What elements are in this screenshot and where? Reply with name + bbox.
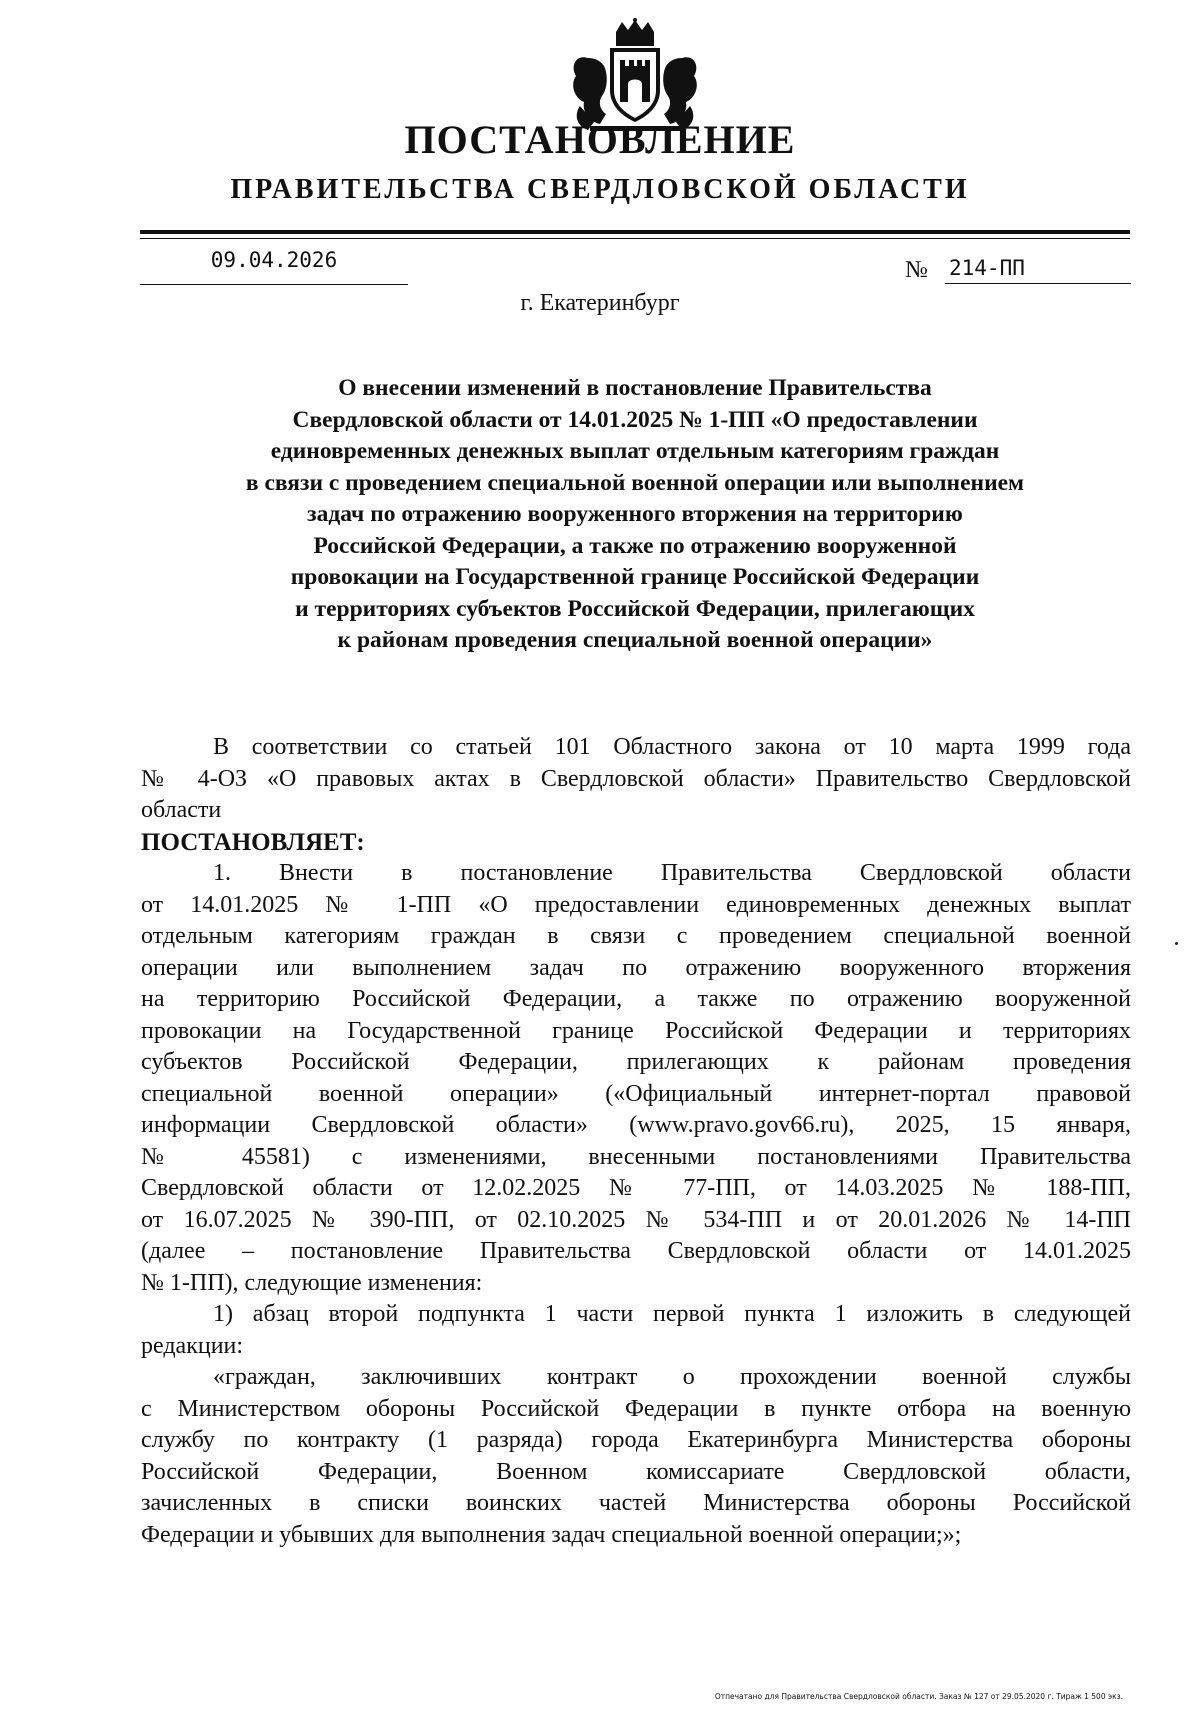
heading-line: задач по отражению вооруженного вторжения на территорию bbox=[307, 501, 963, 527]
preamble-line: № 4-ОЗ «О правовых актах в Свердловской области» Правительство Свердловской bbox=[141, 765, 1131, 792]
heading-line: Российской Федерации, а также по отражению вооруженной bbox=[313, 532, 957, 559]
preamble-line: В соответствии со статьей 101 Областного закона от 10 марта 1999 года bbox=[213, 734, 1131, 760]
city-label: г. Екатеринбург bbox=[520, 290, 680, 316]
quote-line: службу по контракту (1 разряда) города Екатеринбурга Министерства обороны bbox=[141, 1427, 1131, 1453]
quote-line: Российской Федерации, Военном комиссариате Свердловской области, bbox=[141, 1458, 1131, 1485]
quote-line: с Министерством обороны Российской Федерации в пункте отбора на военную bbox=[141, 1395, 1131, 1422]
item1-line: от 14.01.2025 № 1-ПП «О предоставлении единовременных денежных выплат bbox=[141, 891, 1131, 918]
scan-speck bbox=[1175, 942, 1178, 945]
item1-line: специальной военной операции» («Официальный интернет-портал правовой bbox=[141, 1080, 1131, 1107]
document-heading bbox=[140, 373, 1130, 657]
item1-line: № 1-ПП), следующие изменения: bbox=[141, 1269, 483, 1296]
header-divider-thin bbox=[140, 238, 1130, 239]
resolves-label: ПОСТАНОВЛЯЕТ: bbox=[141, 828, 365, 856]
item1-line: отдельным категориям граждан в связи с проведением специальной военной bbox=[141, 923, 1131, 949]
print-note-footer: Отпечатано для Правительства Свердловской области. Заказ № 127 от 29.05.2020 г. Тираж 1 500 экз. bbox=[714, 1692, 1123, 1701]
item1-line: провокации на Государственной границе Российской Федерации и территориях bbox=[141, 1017, 1131, 1044]
document-number: 214-ПП bbox=[945, 248, 1131, 284]
subitem1-line: 1) абзац второй подпункта 1 части первой пункта 1 изложить в следующей bbox=[213, 1301, 1131, 1327]
item1-line: субъектов Российской Федерации, прилегающих к районам проведения bbox=[141, 1049, 1131, 1075]
item1-line: операции или выполнением задач по отражению вооруженного вторжения bbox=[141, 954, 1131, 981]
item1-line: № 45581) с изменениями, внесенными постановлениями Правительства bbox=[141, 1143, 1131, 1170]
document-body bbox=[141, 732, 1131, 1551]
heading-line: единовременных денежных выплат отдельным категориям граждан bbox=[270, 438, 1000, 464]
document-date: 09.04.2026 bbox=[140, 248, 408, 285]
preamble-line: области bbox=[141, 797, 222, 823]
heading-line: и территориях субъектов Российской Федерации, прилегающих bbox=[295, 595, 975, 622]
heading-line: провокации на Государственной границе Российской Федерации bbox=[290, 564, 980, 590]
item1-line: Свердловской области от 12.02.2025 № 77-ПП, от 14.03.2025 № 188-ПП, bbox=[141, 1175, 1131, 1201]
header-divider-thick bbox=[140, 230, 1130, 234]
item1-line: 1. Внести в постановление Правительства Свердловской области bbox=[213, 860, 1131, 886]
item1-line: (далее – постановление Правительства Свердловской области от 14.01.2025 bbox=[141, 1238, 1131, 1264]
quote-line: Федерации и убывших для выполнения задач специальной военной операции;»; bbox=[141, 1521, 962, 1548]
heading-line: к районам проведения специальной военной операции» bbox=[337, 627, 933, 653]
issuing-authority-title: ПРАВИТЕЛЬСТВА СВЕРДЛОВСКОЙ ОБЛАСТИ bbox=[230, 174, 970, 205]
item1-line: от 16.07.2025 № 390-ПП, от 02.10.2025 № 534-ПП и от 20.01.2026 № 14-ПП bbox=[141, 1206, 1131, 1233]
heading-line: в связи с проведением специальной военной операции или выполнением bbox=[245, 469, 1025, 496]
subitem1-line: редакции: bbox=[141, 1332, 244, 1359]
heading-line: О внесении изменений в постановление Правительства bbox=[338, 375, 932, 401]
number-sign: № bbox=[905, 257, 928, 283]
item1-line: на территорию Российской Федерации, а также по отражению вооруженной bbox=[141, 986, 1131, 1012]
quote-line: зачисленных в списки воинских частей Министерства обороны Российской bbox=[141, 1490, 1131, 1516]
heading-line: Свердловской области от 14.01.2025 № 1-ПП «О предоставлении bbox=[292, 406, 978, 433]
quote-line: «граждан, заключивших контракт о прохождении военной службы bbox=[213, 1364, 1131, 1390]
item1-line: информации Свердловской области» (www.pravo.gov66.ru), 2025, 15 января, bbox=[141, 1112, 1131, 1138]
document-type-title: ПОСТАНОВЛЕНИЕ bbox=[404, 117, 796, 162]
